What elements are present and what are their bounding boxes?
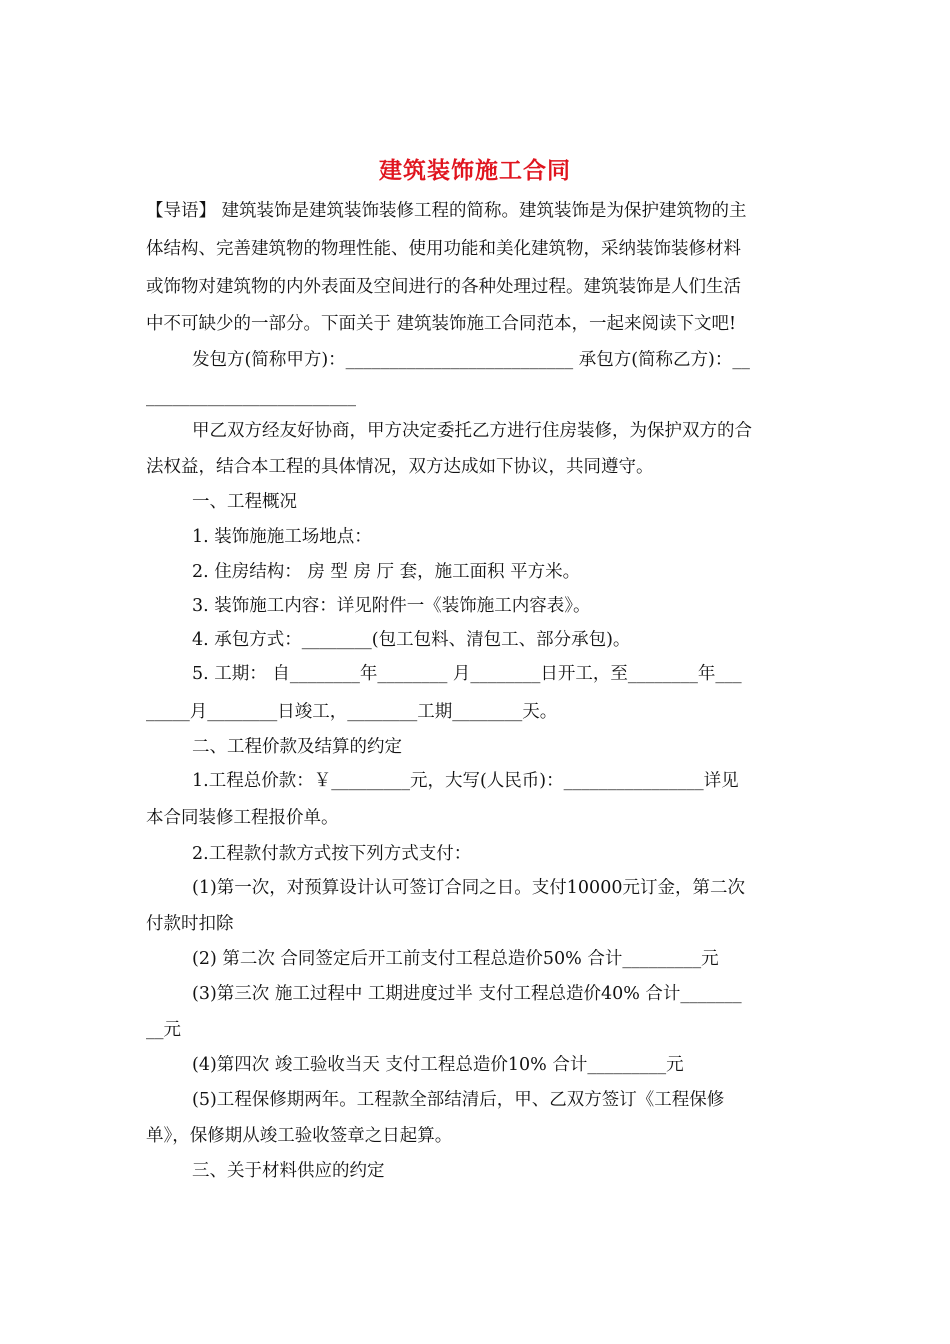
document-title: 建筑装饰施工合同 xyxy=(379,157,571,184)
intro-line-4: 中不可缺少的一部分。下面关于 建筑装饰施工合同范本，一起来阅读下文吧! xyxy=(146,314,737,334)
payment-3-cont: __元 xyxy=(146,1020,181,1040)
payment-4: (4)第四次 竣工验收当天 支付工程总造价10% 合计_________元 xyxy=(192,1055,684,1075)
section-heading-1: 一、工程概况 xyxy=(192,492,297,512)
clause-2-1-cont: 本合同装修工程报价单。 xyxy=(146,808,339,828)
agreement-line-1: 甲乙双方经友好协商，甲方决定委托乙方进行住房装修，为保护双方的合 xyxy=(192,421,752,441)
clause-1-3: 3. 装饰施工内容：详见附件一《装饰施工内容表》。 xyxy=(192,596,591,616)
parties-line: 发包方(简称甲方)：__________________________ 承包方(简称乙方)：__ xyxy=(192,350,750,370)
section-heading-2: 二、工程价款及结算的约定 xyxy=(192,737,402,757)
intro-line-2: 体结构、完善建筑物的物理性能、使用功能和美化建筑物，采纳装饰装修材料 xyxy=(146,239,741,259)
clause-1-5: 5. 工期： 自________年________ 月________日开工，至________年___ xyxy=(192,664,742,684)
payment-1-cont: 付款时扣除 xyxy=(146,914,234,934)
payment-5-cont: 单》，保修期从竣工验收签章之日起算。 xyxy=(146,1126,453,1146)
payment-2: (2) 第二次 合同签定后开工前支付工程总造价50% 合计_________元 xyxy=(192,949,719,969)
clause-1-5-cont: _____月________日竣工，________工期________天。 xyxy=(146,702,558,722)
clause-2-2: 2.工程款付款方式按下列方式支付： xyxy=(192,844,472,864)
intro-line-1: 【导语】 建筑装饰是建筑装饰装修工程的简称。建筑装饰是为保护建筑物的主 xyxy=(146,201,747,221)
clause-2-1: 1.工程总价款：￥_________元，大写(人民币)：________________详见 xyxy=(192,771,739,791)
clause-1-1: 1. 装饰施施工场地点： xyxy=(192,527,372,547)
payment-1: (1)第一次，对预算设计认可签订合同之日。支付10000元订金，第二次 xyxy=(192,878,745,898)
clause-1-4: 4. 承包方式：________(包工包料、清包工、部分承包)。 xyxy=(192,630,631,650)
payment-3: (3)第三次 施工过程中 工期进度过半 支付工程总造价40% 合计_______ xyxy=(192,984,742,1004)
agreement-line-2: 法权益，结合本工程的具体情况，双方达成如下协议，共同遵守。 xyxy=(146,457,654,477)
intro-line-3: 或饰物对建筑物的内外表面及空间进行的各种处理过程。建筑装饰是人们生活 xyxy=(146,277,741,297)
payment-5: (5)工程保修期两年。工程款全部结清后，甲、乙双方签订《工程保修 xyxy=(192,1090,725,1110)
parties-line-cont: ________________________ xyxy=(146,387,356,407)
clause-1-2: 2. 住房结构： 房 型 房 厅 套，施工面积 平方米。 xyxy=(192,562,581,582)
section-heading-3: 三、关于材料供应的约定 xyxy=(192,1161,385,1181)
